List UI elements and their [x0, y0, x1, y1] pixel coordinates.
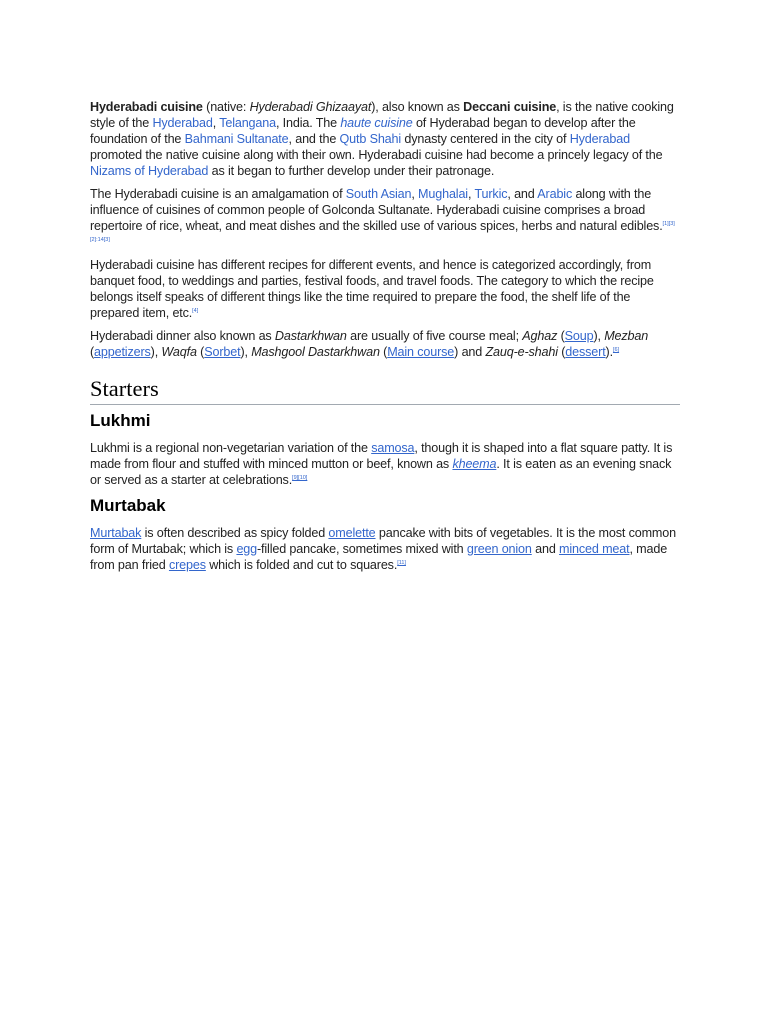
link-samosa[interactable]: samosa	[371, 441, 415, 455]
intro-paragraph-1: Hyderabadi cuisine (native: Hyderabadi Ghizaayat), also known as Deccani cuisine, is the native cooking style of the Hyderabad, Telangana, India. The haute cuisine of Hyderabad began to develop after the foundation of the Bahmani Sultanate, and the Qutb Shahi dynasty centered in the city of Hyderabad promoted the native cuisine along with their own. Hyderabadi cuisine had become a princely legacy of the Nizams of Hyderabad as it began to further develop under their patronage.	[90, 100, 674, 178]
reference-marker[interactable]: [4]	[192, 308, 199, 314]
link-hyderabad[interactable]: Hyderabad	[152, 116, 213, 130]
reference-marker[interactable]: [1][3][2]:14[3]	[90, 221, 675, 243]
reference-marker[interactable]: [6]	[612, 347, 620, 353]
link-appetizers[interactable]: appetizers	[94, 345, 151, 359]
link-murtabak[interactable]: Murtabak	[90, 526, 142, 540]
link-egg[interactable]: egg	[236, 542, 257, 556]
link-crepes[interactable]: crepes	[168, 558, 206, 572]
link-nizams-of-hyderabad[interactable]: Nizams of Hyderabad	[90, 164, 209, 178]
section-heading-starters: Starters	[90, 376, 680, 405]
link-kheema[interactable]: kheema	[452, 457, 497, 471]
link-green-onion[interactable]: green onion	[466, 542, 532, 556]
link-south-asian[interactable]: South Asian	[345, 187, 412, 201]
link-main-course[interactable]: Main course	[387, 345, 455, 359]
intro-paragraph-4: Hyderabadi dinner also known as Dastarkhwan are usually of five course meal; Aghaz (Soup), Mezban (appetizers), Waqfa (Sorbet), Mashgool Dastarkhwan (Main course) and Zauq-e-shahi (dessert).[6]	[90, 329, 649, 359]
link-mughalai[interactable]: Mughalai	[418, 187, 468, 201]
lukhmi-paragraph: Lukhmi is a regional non-vegetarian variation of the samosa, though it is shaped into a flat square patty. It is made from flour and stuffed with minced mutton or beef, known as kheema. It is eaten as an evening snack or served as a starter at celebrations.[9][10]	[90, 441, 673, 487]
link-qutb-shahi[interactable]: Qutb Shahi	[339, 132, 402, 146]
article-body	[90, 99, 680, 580]
link-hyderabad-city[interactable]: Hyderabad	[569, 132, 630, 146]
link-bahmani-sultanate[interactable]: Bahmani Sultanate	[184, 132, 289, 146]
native-name: Hyderabadi Ghizaayat	[249, 100, 372, 114]
link-telangana[interactable]: Telangana	[219, 116, 276, 130]
alt-name-bold: Deccani cuisine	[463, 100, 557, 114]
reference-marker[interactable]: [9][10]	[292, 475, 308, 481]
link-soup[interactable]: Soup	[564, 329, 594, 343]
link-dessert[interactable]: dessert	[565, 345, 606, 359]
link-arabic[interactable]: Arabic	[537, 187, 573, 201]
link-turkic[interactable]: Turkic	[474, 187, 508, 201]
subsection-heading-murtabak: Murtabak	[90, 496, 166, 515]
murtabak-paragraph: Murtabak is often described as spicy folded omelette pancake with bits of vegetables. It is the most common form of Murtabak; which is egg-filled pancake, sometimes mixed with green onion and minced meat, made from pan fried crepes which is folded and cut to squares.[11]	[90, 526, 676, 572]
link-sorbet[interactable]: Sorbet	[204, 345, 241, 359]
intro-paragraph-3: Hyderabadi cuisine has different recipes for different events, and hence is categorized accordingly, from banquet food, to weddings and parties, festival foods, and travel foods. The category to which the recipe belongs itself speaks of different things like the time required to prepare the food, the shelf life of the prepared item, etc.[4]	[90, 258, 654, 320]
subsection-heading-lukhmi: Lukhmi	[90, 411, 151, 430]
intro-paragraph-2: The Hyderabadi cuisine is an amalgamation of South Asian, Mughalai, Turkic, and Arabic along with the influence of cuisines of common people of Golconda Sultanate. Hyderabadi cuisine comprises a broad repertoire of rice, wheat, and meat dishes and the skilled use of various spices, herbs and natural edibles.[1][3][2]:14[3]	[90, 187, 675, 243]
term-bold: Hyderabadi cuisine	[90, 100, 203, 114]
link-haute-cuisine[interactable]: haute cuisine	[340, 116, 413, 130]
link-minced-meat[interactable]: minced meat	[559, 542, 630, 556]
reference-marker[interactable]: [11]	[397, 560, 406, 566]
link-omelette[interactable]: omelette	[328, 526, 376, 540]
